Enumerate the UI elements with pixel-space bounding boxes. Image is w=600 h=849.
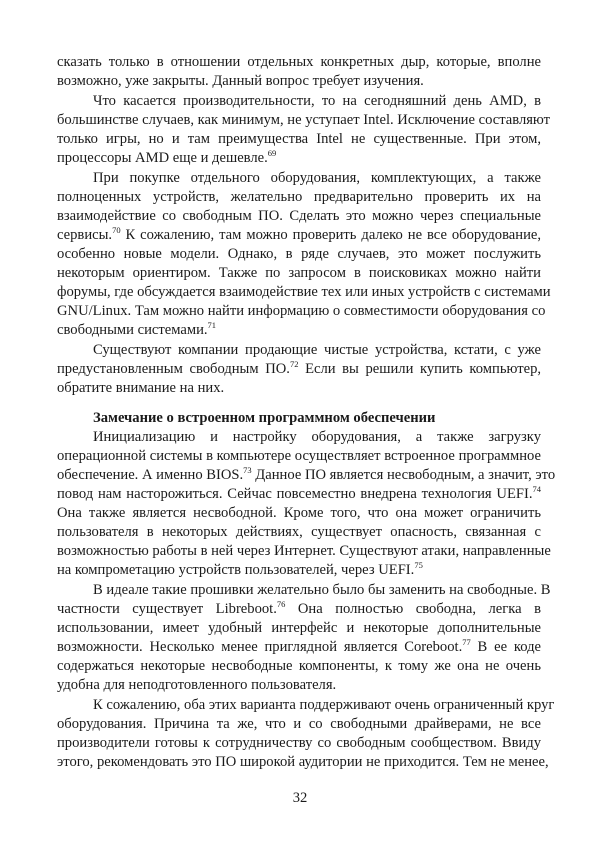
document-body xyxy=(57,53,556,773)
text-line xyxy=(57,581,551,600)
text-segment: возможно, уже закрыты. Данный вопрос требует изучения. xyxy=(57,73,424,89)
text-segment: этого, рекомендовать это ПО широкой аудитории не приходится. Тем не менее, xyxy=(57,754,549,770)
text-segment: Она также является несвободной. Кроме того, что она может ограничить xyxy=(57,505,541,521)
text-line xyxy=(57,302,546,321)
footnote-reference: 71 xyxy=(207,320,217,330)
text-line xyxy=(57,169,541,188)
text-segment: Инициализацию и настройку оборудования, а также загрузку xyxy=(93,429,541,445)
text-segment: использовании, имеет удобный интерфейс и некоторые дополнительные xyxy=(57,620,541,636)
footnote-reference: 74 xyxy=(532,484,541,494)
text-line xyxy=(57,264,541,283)
section-heading: Замечание о встроенном программном обеспечении xyxy=(93,410,436,426)
text-segment: В ее коде xyxy=(470,639,541,655)
text-line xyxy=(57,638,541,657)
paragraph xyxy=(57,169,551,340)
text-line xyxy=(57,619,541,638)
paragraph xyxy=(57,428,556,580)
text-segment: удобна для неподготовленного пользователя. xyxy=(57,677,337,693)
text-segment: Существуют компании продающие чистые устройства, кстати, с уже xyxy=(93,342,541,358)
text-line xyxy=(57,130,541,149)
text-line xyxy=(57,245,541,264)
text-line xyxy=(57,753,549,772)
text-line xyxy=(57,226,541,245)
text-segment: форумы, где обсуждается взаимодействие тех или иных устройств с системами xyxy=(57,284,551,300)
text-segment: К сожалению, оба этих варианта поддерживают очень ограниченный круг xyxy=(93,697,555,713)
text-line xyxy=(57,72,541,91)
text-line xyxy=(57,676,541,695)
text-segment: оборудования. Причина та же, что и со свободными драйверами, не все xyxy=(57,716,541,732)
text-line xyxy=(57,523,541,542)
text-segment: GNU/Linux. Там можно найти информацию о совместимости оборудования со xyxy=(57,303,546,319)
text-segment: возможностью работы в ней через Интернет. Существуют атаки, направленные xyxy=(57,543,551,559)
text-line xyxy=(57,428,541,447)
text-segment: взаимодействие со свободным ПО. Сделать это можно через специальные xyxy=(57,208,541,224)
text-line xyxy=(57,657,541,676)
text-line xyxy=(57,207,541,226)
text-segment: пользователя в некоторых действиях, существует опасность, связанная с xyxy=(57,524,541,540)
text-segment: Если вы решили купить компьютер, xyxy=(298,361,542,377)
text-line xyxy=(57,379,541,398)
footnote-reference: 76 xyxy=(276,599,286,609)
text-line xyxy=(57,53,541,72)
text-segment: Данное ПО является несвободным, а значит, это xyxy=(251,467,556,483)
text-segment: Что касается производительности, то на сегодняшний день AMD, в xyxy=(93,93,541,109)
footnote-reference: 75 xyxy=(414,560,423,570)
text-line xyxy=(57,188,541,207)
text-segment: сервисы. xyxy=(57,227,113,243)
text-line xyxy=(57,696,555,715)
text-line xyxy=(57,600,541,619)
text-segment: предустановленным свободным ПО. xyxy=(57,361,290,377)
paragraph xyxy=(57,696,555,772)
text-segment: возможности. Несколько менее приглядной является Coreboot. xyxy=(57,639,463,655)
footnote-reference: 77 xyxy=(462,637,471,647)
footnote-reference: 70 xyxy=(112,225,121,235)
text-line xyxy=(57,447,541,466)
text-segment: на компрометацию устройств пользователей, через UEFI. xyxy=(57,562,415,578)
text-segment: частности существует Libreboot. xyxy=(57,601,277,617)
text-segment: только игры, но и там преимущества Intel не существенные. При этом, xyxy=(57,131,541,147)
paragraph xyxy=(57,341,541,398)
text-segment: процессоры AMD еще и дешевле. xyxy=(57,150,268,166)
paragraph xyxy=(57,92,551,168)
text-line xyxy=(57,92,541,111)
text-line xyxy=(57,542,551,561)
text-segment: содержаться некоторые несвободные компоненты, к тому же она не очень xyxy=(57,658,541,674)
text-segment: большинстве случаев, как минимум, не уступает Intel. Исключение составляют xyxy=(57,112,551,128)
text-segment: операционной системы в компьютере осуществляет встроенное программное xyxy=(57,448,541,464)
text-line xyxy=(57,734,541,753)
text-segment: В идеале такие прошивки желательно было бы заменить на свободные. В xyxy=(93,582,551,598)
page-number: 32 xyxy=(292,790,308,806)
paragraph xyxy=(57,581,551,695)
text-line xyxy=(57,321,541,340)
text-line xyxy=(57,360,541,379)
text-line xyxy=(57,465,556,485)
text-segment: обратите внимание на них. xyxy=(57,380,225,396)
text-segment: сказать только в отношении отдельных конкретных дыр, которые, вполне xyxy=(57,54,541,70)
text-segment: полноценных устройств, желательно предварительно проверить их на xyxy=(57,189,541,205)
text-line xyxy=(57,111,551,130)
text-segment: К сожалению, там можно проверить далеко не все оборудование, xyxy=(120,227,541,243)
text-line xyxy=(57,504,541,523)
footnote-reference: 72 xyxy=(289,359,299,369)
text-segment: особенно новые модели. Однако, в ряде случаев, это может послужить xyxy=(57,246,541,262)
text-line xyxy=(57,283,551,302)
footnote-reference: 69 xyxy=(267,148,277,158)
text-line xyxy=(57,561,541,580)
text-line xyxy=(57,485,541,504)
text-segment: свободными системами. xyxy=(57,322,208,338)
text-line xyxy=(57,715,541,734)
text-segment: При покупке отдельного оборудования, комплектующих, а также xyxy=(93,170,541,186)
text-segment: производители готовы к сотрудничеству со свободным сообществом. Ввиду xyxy=(57,735,541,751)
text-segment: повод нам насторожиться. Сейчас повсеместно внедрена технология UEFI. xyxy=(57,486,533,502)
text-line xyxy=(57,149,541,168)
footnote-reference: 73 xyxy=(243,465,252,475)
text-segment: Она полностью свободна, легка в xyxy=(285,601,541,617)
text-segment: обеспечение. А именно BIOS. xyxy=(57,467,244,483)
paragraph xyxy=(57,53,541,91)
text-segment: некоторым ориентиром. Также по запросом в поисковиках можно найти xyxy=(57,265,541,281)
text-line xyxy=(57,341,541,360)
